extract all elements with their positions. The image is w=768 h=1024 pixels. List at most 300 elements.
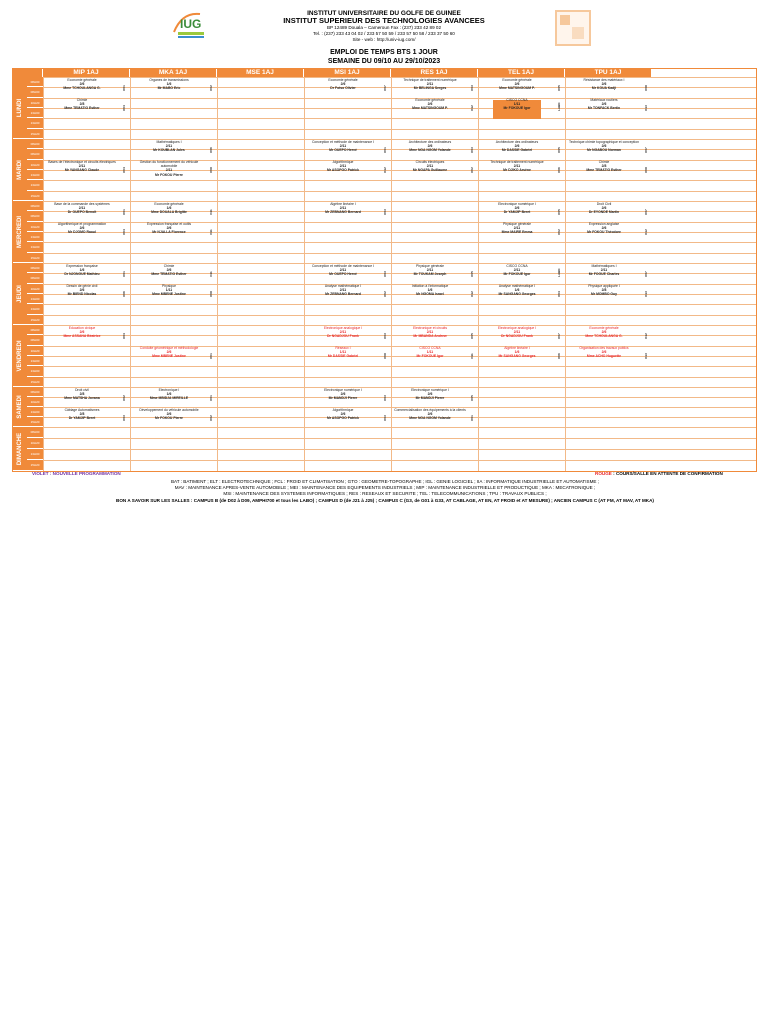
room-label — [469, 140, 475, 158]
time-slot: 15H20 — [27, 377, 43, 387]
course-teacher: Mr MANDJI Pierre — [415, 396, 445, 401]
column-header: MSI 1AJ — [304, 69, 391, 77]
column-header: TPU 1AJ — [565, 69, 652, 77]
course-teacher: Mr DJOMO Raoul — [68, 230, 96, 235]
course-title: Base de la commande des systèmes — [54, 202, 110, 206]
course-cell — [393, 98, 467, 117]
course-cell — [480, 202, 554, 221]
course-progress: 2/11 — [78, 206, 86, 211]
time-slot: 13H00 — [27, 449, 43, 460]
room-label — [382, 160, 388, 178]
course-cell — [132, 388, 206, 407]
course-cell — [567, 326, 641, 345]
course-teacher: Dr YAMJIP Beret — [68, 416, 96, 421]
room-code: D04 — [122, 167, 126, 173]
room-code: D01 — [470, 415, 474, 421]
course-cell — [45, 264, 119, 283]
course-title: Mathématiques I — [591, 264, 617, 268]
course-title: Electronique I — [158, 388, 180, 392]
course-progress: 2/6 — [514, 206, 520, 211]
course-progress: 2/6 — [340, 82, 346, 87]
course-progress: 2/6 — [166, 412, 172, 417]
room-code: LABO — [557, 102, 561, 111]
course-title: Conception et méthode de maintenance I — [311, 264, 374, 268]
course-progress: 2/11 — [165, 168, 173, 173]
course-teacher: Mme MBENE Justine — [152, 292, 186, 297]
course-teacher: Mme TEMATIO Esther — [151, 272, 187, 277]
time-slot: 15H20 — [27, 129, 43, 139]
slot-divider — [43, 366, 756, 367]
course-progress: 2/6 — [427, 144, 433, 149]
course-cell — [567, 264, 641, 283]
course-teacher: Mme TCHOULANGA G. — [585, 334, 623, 339]
course-title: Droit Civil — [596, 202, 612, 206]
time-slot: 13H00 — [27, 356, 43, 366]
course-progress: 2/6 — [166, 350, 172, 355]
course-cell — [393, 140, 467, 159]
course-cell — [45, 284, 119, 303]
room-code: D02 — [209, 85, 213, 91]
room-label — [469, 326, 475, 344]
room-label — [382, 326, 388, 344]
room-label — [382, 284, 388, 302]
course-title: Algorithmique et programmation — [57, 222, 107, 226]
room-code: D04 — [122, 229, 126, 235]
course-progress: 1/6 — [427, 288, 433, 293]
room-label — [556, 346, 562, 364]
room-code: D01 — [122, 209, 126, 215]
course-cell — [393, 388, 467, 407]
room-label — [208, 140, 214, 158]
slot-divider — [43, 253, 756, 254]
room-code: D03 — [383, 209, 387, 215]
course-progress: 2/6 — [601, 206, 607, 211]
room-code: D03 — [383, 271, 387, 277]
course-progress: 2/11 — [339, 164, 347, 169]
course-teacher: Mr MABO Eric — [157, 86, 181, 91]
course-title: Chimie — [76, 98, 88, 102]
course-title: Economie générale — [502, 78, 532, 82]
room-label — [556, 222, 562, 240]
room-code: D01 — [383, 147, 387, 153]
course-title: Economie générale — [415, 98, 445, 102]
course-teacher: Mr FOGUE Charles — [588, 272, 620, 277]
course-teacher: Mme MATSINGOUM P. — [499, 86, 535, 91]
course-cell — [480, 326, 554, 345]
course-cell — [480, 346, 554, 365]
course-title: Electronique numérique I — [324, 388, 362, 392]
course-title: Physique appliquée I — [588, 284, 620, 288]
room-label — [469, 408, 475, 426]
course-cell — [393, 78, 467, 97]
course-teacher: Mr MBANDA Andrew — [413, 334, 447, 339]
room-code: D08 — [209, 167, 213, 173]
course-title: Economie générale — [589, 326, 619, 330]
room-label — [121, 78, 127, 96]
course-cell — [45, 326, 119, 345]
slot-divider — [43, 449, 756, 450]
course-teacher: Mr NGAPA Guillaume — [412, 168, 448, 173]
slot-divider — [43, 191, 756, 192]
course-teacher: Mme TEMATIO Esther — [586, 168, 622, 173]
course-teacher: Mr YANGANG Claude — [64, 168, 100, 173]
course-title: CISCO CCNA — [506, 98, 528, 102]
course-teacher: Mr ASOPGO Patrick — [326, 168, 360, 173]
room-label — [556, 202, 562, 220]
course-teacher: Mr FOKOU Pierre — [155, 172, 183, 177]
slot-divider — [43, 438, 756, 439]
course-progress: 2/11 — [339, 144, 347, 149]
course-teacher: Dr EYONDE Martin — [588, 210, 620, 215]
course-teacher: Mr FOKOUE Igor — [416, 354, 444, 359]
course-title: Expression française — [66, 264, 98, 268]
time-slot: 15H20 — [27, 315, 43, 325]
course-progress: 1/11 — [165, 288, 173, 293]
legend-rouge-text: : COURS/SALLE EN ATTENTE DE CONFIRMATION — [611, 471, 723, 476]
course-cell — [567, 160, 641, 179]
course-teacher: Mme MBENE Justine — [152, 354, 186, 359]
course-title: CISCO CCNA — [506, 264, 528, 268]
course-cell — [567, 98, 641, 117]
column-divider — [130, 77, 131, 471]
course-teacher: Mr FOKOU Théodore — [587, 230, 621, 235]
room-code: LABO — [557, 268, 561, 277]
room-code: D02 — [383, 291, 387, 297]
timetable-grid — [12, 68, 757, 472]
svg-text:IUG: IUG — [180, 17, 202, 31]
room-label — [643, 346, 649, 364]
room-label — [382, 78, 388, 96]
course-teacher: Mr NJALLA Florence — [152, 230, 186, 235]
course-cell — [132, 284, 206, 303]
course-cell — [132, 264, 206, 283]
course-title: Algorithmique — [332, 160, 354, 164]
time-slot: 08H00 — [27, 335, 43, 345]
room-code: D05 — [557, 85, 561, 91]
room-label — [469, 284, 475, 302]
time-slot: 13H00 — [27, 232, 43, 242]
course-cell — [393, 346, 467, 365]
course-teacher: Mr OUEPO Hervé — [329, 148, 357, 153]
course-cell — [306, 346, 380, 365]
course-title: Développement du véhicule automobile — [139, 408, 199, 412]
course-teacher: Dr Fotso Olivier — [330, 86, 356, 91]
course-title: Mathématiques I — [156, 140, 182, 144]
time-slot: 13H00 — [27, 108, 43, 118]
course-teacher: Mr TONFACK Bertin — [587, 106, 621, 111]
day-label: MERCREDI — [17, 215, 23, 248]
course-title: Algèbre linéaire I — [330, 202, 356, 206]
course-cell — [306, 140, 380, 159]
footer-abbreviations — [20, 479, 750, 504]
column-divider — [391, 77, 392, 471]
course-title: Bases de l'électronique et circuits électriques — [48, 160, 116, 164]
room-code: D11 — [209, 271, 213, 277]
course-progress: 2/11 — [339, 288, 347, 293]
room-label — [208, 408, 214, 426]
course-cell — [306, 202, 380, 221]
course-cell — [567, 284, 641, 303]
time-slot: 08H00 — [27, 139, 43, 149]
course-teacher: Mr BELINGA Serges — [413, 86, 447, 91]
header-website: Site - web : http://univ-iug.com/ — [352, 37, 416, 42]
room-label — [208, 160, 214, 178]
slot-divider — [43, 129, 756, 130]
room-label — [121, 284, 127, 302]
room-code: D05 — [470, 395, 474, 401]
course-cell — [306, 326, 380, 345]
course-progress: 1/6 — [166, 82, 172, 87]
room-label — [556, 160, 562, 178]
footer-line-2: MAV : MAINTENANCE APRES-VENTE AUTOMOBILE ; MEI : MAINTENANCE DES EQUIPEMENTS INDUSTRIELS ; MIP : MAINTENANCE INDUSTRIELLE ET PRODUCTIQUE ; MKA : MECATRONIQUE ; — [174, 485, 596, 491]
course-title: Electronique numérique I — [498, 202, 536, 206]
course-cell — [393, 264, 467, 283]
room-label — [121, 408, 127, 426]
room-label — [643, 202, 649, 220]
course-title: Electronique analogique I — [323, 326, 363, 330]
course-progress: 2/6 — [601, 144, 607, 149]
room-code: D02 — [209, 415, 213, 421]
time-slot: 08H00 — [27, 211, 43, 221]
course-title: Expression française et outils — [146, 222, 192, 226]
course-title: Architecture des ordinateurs — [408, 140, 452, 144]
iug-logo — [170, 10, 212, 40]
course-progress: 2/6 — [427, 102, 433, 107]
timetable-title — [230, 48, 538, 66]
course-title: Algèbre linéaire I — [504, 346, 530, 350]
corner-header — [13, 69, 43, 77]
room-code: D02 — [470, 167, 474, 173]
room-code: D01 — [209, 353, 213, 359]
course-title: Electronique et circuits — [412, 326, 448, 330]
room-label — [643, 264, 649, 282]
time-slot: 08H00 — [27, 77, 43, 87]
time-slot: 13H00 — [27, 180, 43, 190]
room-code: D13 — [644, 353, 648, 359]
room-label — [208, 222, 214, 240]
time-slot: 15H20 — [27, 253, 43, 263]
course-cell — [480, 98, 554, 117]
time-slot: 08H00 — [27, 387, 43, 397]
room-label — [643, 284, 649, 302]
day-cell — [13, 325, 27, 387]
room-code: D01 — [122, 271, 126, 277]
room-code: D07 — [644, 271, 648, 277]
slot-divider — [43, 315, 756, 316]
course-progress: 2/11 — [339, 330, 347, 335]
course-cell — [45, 222, 119, 241]
room-code: D07 — [644, 209, 648, 215]
course-title: Droit civil — [75, 388, 89, 392]
course-progress: 2/6 — [601, 82, 607, 87]
course-teacher: Mme MBIDJA MIREILLE — [149, 396, 189, 401]
course-cell — [45, 78, 119, 97]
room-code: D06 — [122, 291, 126, 297]
course-cell — [480, 264, 554, 283]
time-slot: 08H00 — [27, 87, 43, 97]
room-code: D02 — [557, 229, 561, 235]
course-teacher: Mme NGA NGOM Yolande — [409, 416, 451, 421]
course-teacher: Mr MANDJI Pierre — [328, 396, 358, 401]
course-teacher: Mme TEMATIO Esther — [64, 106, 100, 111]
course-cell — [480, 160, 554, 179]
day-cell — [13, 77, 27, 139]
course-progress: 2/6 — [166, 268, 172, 273]
room-label — [382, 408, 388, 426]
course-title: Organisation des travaux publics — [579, 346, 629, 350]
course-cell — [567, 140, 641, 159]
course-teacher: Mr BIEND Nicolas — [67, 292, 97, 297]
slot-divider — [43, 118, 756, 119]
footer-line-3: MSI : MAINTENANCE DES SYSTEMES INFORMATIQUES ; RES : RESEAUX ET SECURITE ; TEL : TELECOMMUNICATIONS ; TPU : TRAVAUX PUBLICS ; — [223, 491, 547, 497]
course-progress: 2/6 — [79, 288, 85, 293]
course-progress: 2/11 — [513, 226, 521, 231]
room-code: D03 — [383, 333, 387, 339]
course-progress: 2/8 — [79, 102, 85, 107]
room-code: D07 — [644, 147, 648, 153]
course-cell — [480, 78, 554, 97]
room-label — [643, 160, 649, 178]
time-slot: 08H00 — [27, 263, 43, 273]
day-label: SAMEDI — [17, 394, 23, 419]
time-slot: 15H20 — [27, 191, 43, 201]
course-title: Physique générale — [502, 222, 532, 226]
course-teacher: Mme ACHO Huguette — [586, 354, 622, 359]
day-label: MARDI — [17, 159, 23, 180]
time-slot: 13H00 — [27, 407, 43, 417]
course-title: Technique de traitement numérique — [490, 160, 544, 164]
room-code: D12 — [383, 167, 387, 173]
course-progress: 1/11 — [339, 350, 347, 355]
time-slot: 10H20 — [27, 397, 43, 407]
course-title: Résistance des matériaux I — [583, 78, 625, 82]
legend-rouge-key: ROUGE — [595, 471, 612, 476]
room-code: D12 — [470, 291, 474, 297]
course-title: Economie générale — [328, 78, 358, 82]
header-address: BP 12489 Douala – Cameroun Fax : (237) 233 42 89 02 — [326, 25, 442, 30]
course-progress: 2/6 — [601, 350, 607, 355]
room-code: D11 — [209, 209, 213, 215]
course-progress: 1/11 — [513, 102, 521, 107]
room-label — [121, 326, 127, 344]
course-teacher: Mme NGA NGOM Yolande — [409, 148, 451, 153]
column-header: MIP 1AJ — [43, 69, 130, 77]
time-slot: 10H20 — [27, 438, 43, 449]
room-label — [469, 160, 475, 178]
course-cell — [45, 202, 119, 221]
course-cell — [480, 140, 554, 159]
course-teacher: Mr DASSIE Gabriel — [501, 148, 533, 153]
course-cell — [480, 284, 554, 303]
time-slot: 08H00 — [27, 273, 43, 283]
course-cell — [480, 222, 554, 241]
column-header: MSE 1AJ — [217, 69, 304, 77]
day-cell — [13, 139, 27, 201]
slot-divider — [43, 427, 756, 428]
room-label — [208, 264, 214, 282]
course-title: Initiation à l'informatique — [411, 284, 449, 288]
course-progress: 2/8 — [79, 412, 85, 417]
column-header: RES 1AJ — [391, 69, 478, 77]
room-label — [382, 140, 388, 158]
course-teacher: Mr ASOPGO Patrick — [326, 416, 360, 421]
day-cell — [13, 263, 27, 325]
room-label — [121, 160, 127, 178]
room-label — [643, 140, 649, 158]
course-progress: 2/11 — [426, 164, 434, 169]
room-label — [643, 78, 649, 96]
room-label — [556, 326, 562, 344]
course-progress: 2/11 — [513, 330, 521, 335]
course-cell — [132, 222, 206, 241]
time-slot: 13H00 — [27, 242, 43, 252]
course-teacher: Mr FOKOUE Igor — [503, 272, 531, 277]
column-header: TEL 1AJ — [478, 69, 565, 77]
room-label — [208, 284, 214, 302]
time-slot: 13H00 — [27, 304, 43, 314]
room-code: D03 — [470, 147, 474, 153]
course-cell — [567, 202, 641, 221]
course-teacher: Mr ZEBNANG Bernard — [325, 292, 361, 297]
time-slot: 13H00 — [27, 118, 43, 128]
course-title: Architecture des ordinateurs — [495, 140, 539, 144]
header-line-1: INSTITUT UNIVERSITAIRE DU GOLFE DE GUINEE — [307, 10, 461, 17]
course-progress: 2/6 — [166, 226, 172, 231]
slot-divider — [43, 377, 756, 378]
course-progress: 2/6 — [340, 412, 346, 417]
course-teacher: Dr NJONGUE Mathieu — [64, 272, 100, 277]
slot-divider — [43, 180, 756, 181]
header-phone: Tel. : (237) 233 43 04 02 / 233 57 50 59 / 233 57 50 58 / 233 37 50 60 — [313, 31, 455, 36]
course-progress: 2/6 — [601, 226, 607, 231]
course-cell — [132, 346, 206, 365]
time-slot: 15H20 — [27, 417, 43, 427]
room-code: D13 — [644, 291, 648, 297]
time-slot: 08H00 — [27, 201, 43, 211]
course-progress: 2/11 — [78, 164, 86, 169]
course-progress: 1/6 — [79, 268, 85, 273]
course-progress: 2/6 — [601, 330, 607, 335]
room-label — [121, 222, 127, 240]
course-progress: 1/6 — [166, 206, 172, 211]
course-title: Expression anglaise — [588, 222, 620, 226]
course-cell — [132, 160, 206, 179]
room-code: D05 — [557, 147, 561, 153]
time-slot: 10H20 — [27, 346, 43, 356]
course-teacher: Mme ASSANA Béatrice — [63, 334, 101, 339]
course-teacher: Mr KOUA Kadji — [591, 86, 617, 91]
course-teacher: Mr SANGANG Georges — [498, 292, 536, 297]
room-label — [121, 388, 127, 406]
room-label — [556, 284, 562, 302]
course-progress: 2/8 — [79, 392, 85, 397]
day-label: LUNDI — [17, 98, 23, 117]
course-title: Réseaux I — [335, 346, 351, 350]
room-label — [469, 264, 475, 282]
course-cell — [132, 408, 206, 427]
column-divider — [478, 77, 479, 471]
room-code: D12 — [470, 105, 474, 111]
room-label — [121, 202, 127, 220]
room-code: D05 — [470, 333, 474, 339]
course-progress: 2/8 — [601, 288, 607, 293]
column-divider — [565, 77, 566, 471]
room-code: D12 — [644, 229, 648, 235]
course-title: Conception et méthode de maintenance I — [311, 140, 374, 144]
room-label — [556, 78, 562, 96]
room-code: D03 — [383, 395, 387, 401]
time-slot: 10H20 — [27, 284, 43, 294]
